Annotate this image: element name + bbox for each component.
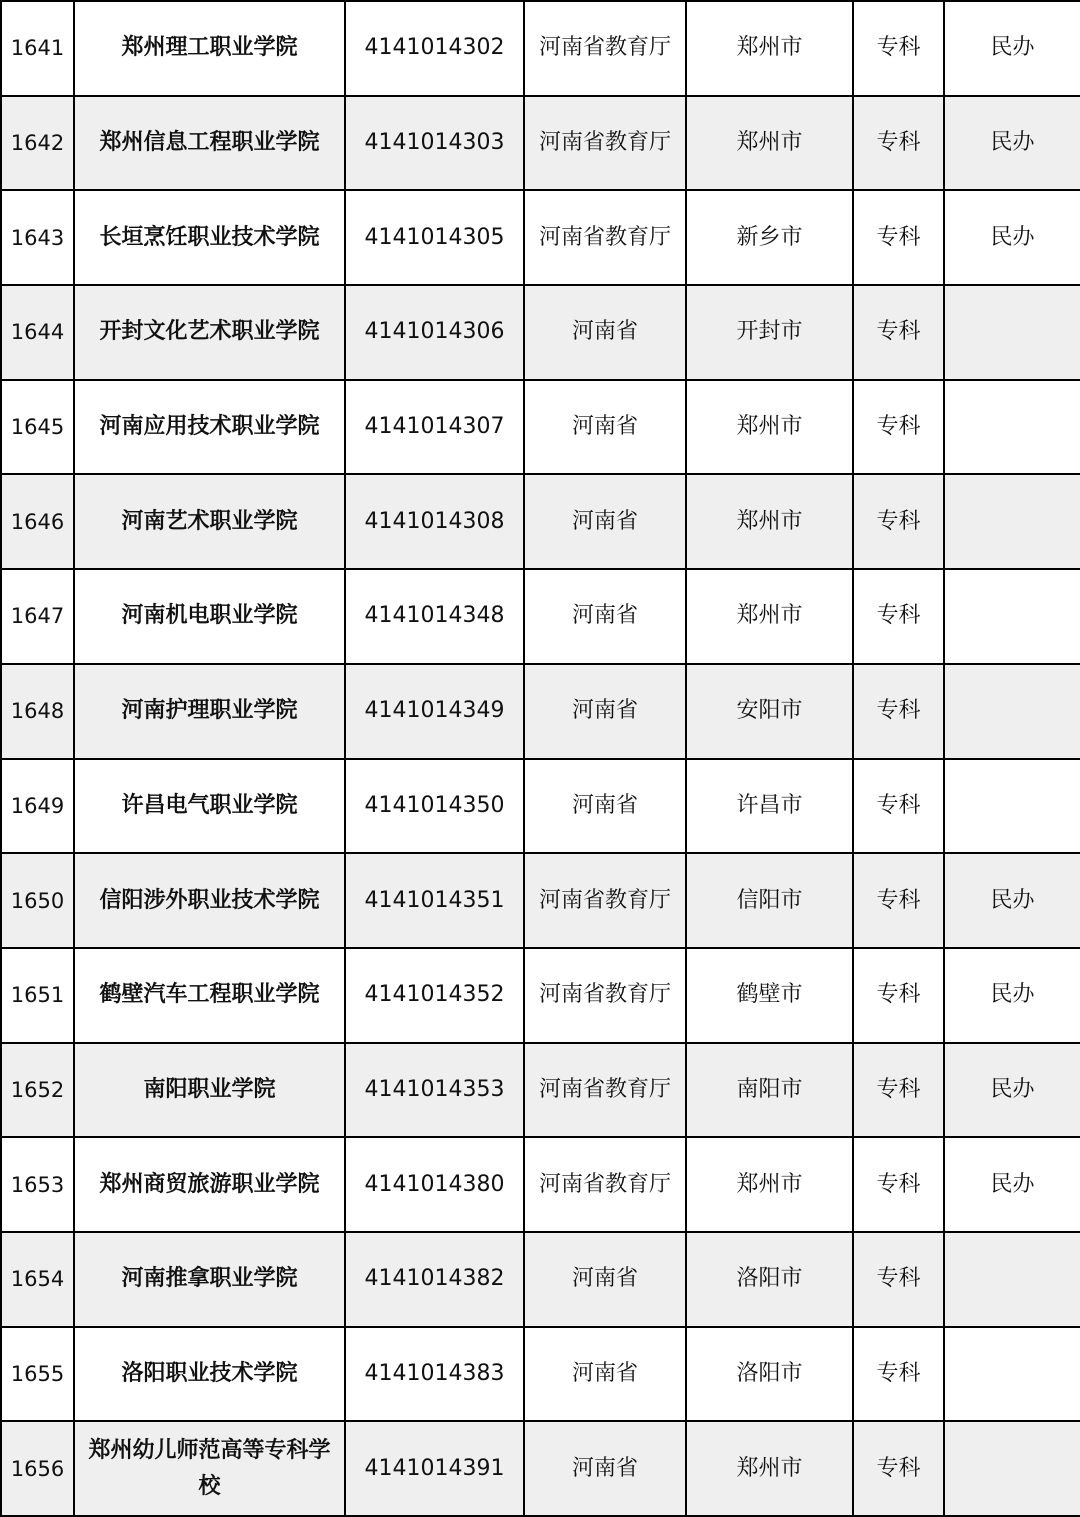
institution-name: 鹤壁汽车工程职业学院 xyxy=(74,948,345,1043)
institution-name: 郑州信息工程职业学院 xyxy=(74,96,345,191)
education-level: 专科 xyxy=(853,1,944,96)
institution-code: 4141014349 xyxy=(345,664,524,759)
note xyxy=(944,380,1080,475)
institution-name: 南阳职业学院 xyxy=(74,1043,345,1138)
note: 民办 xyxy=(944,190,1080,285)
institution-code: 4141014308 xyxy=(345,474,524,569)
city: 鹤壁市 xyxy=(686,948,853,1043)
city: 安阳市 xyxy=(686,664,853,759)
table-row xyxy=(1,1,1080,96)
supervising-department: 河南省教育厅 xyxy=(524,96,686,191)
table-body xyxy=(1,1,1080,1516)
education-level: 专科 xyxy=(853,1327,944,1422)
city: 开封市 xyxy=(686,285,853,380)
supervising-department: 河南省教育厅 xyxy=(524,1137,686,1232)
note: 民办 xyxy=(944,1,1080,96)
institution-name: 郑州幼儿师范高等专科学校 xyxy=(74,1421,345,1516)
table-row xyxy=(1,1327,1080,1422)
city: 郑州市 xyxy=(686,1137,853,1232)
table-row xyxy=(1,1137,1080,1232)
institution-name: 河南艺术职业学院 xyxy=(74,474,345,569)
institution-code: 4141014391 xyxy=(345,1421,524,1516)
city: 郑州市 xyxy=(686,96,853,191)
education-level: 专科 xyxy=(853,1043,944,1138)
city: 洛阳市 xyxy=(686,1232,853,1327)
row-index: 1655 xyxy=(1,1327,74,1422)
row-index: 1646 xyxy=(1,474,74,569)
note xyxy=(944,1421,1080,1516)
institution-code: 4141014350 xyxy=(345,759,524,854)
note: 民办 xyxy=(944,853,1080,948)
note xyxy=(944,664,1080,759)
institution-code: 4141014302 xyxy=(345,1,524,96)
row-index: 1653 xyxy=(1,1137,74,1232)
education-level: 专科 xyxy=(853,853,944,948)
city: 郑州市 xyxy=(686,1,853,96)
institution-name: 河南护理职业学院 xyxy=(74,664,345,759)
table-row xyxy=(1,474,1080,569)
supervising-department: 河南省教育厅 xyxy=(524,190,686,285)
education-level: 专科 xyxy=(853,474,944,569)
table-row xyxy=(1,96,1080,191)
row-index: 1642 xyxy=(1,96,74,191)
city: 新乡市 xyxy=(686,190,853,285)
city: 许昌市 xyxy=(686,759,853,854)
note: 民办 xyxy=(944,1137,1080,1232)
supervising-department: 河南省 xyxy=(524,285,686,380)
city: 郑州市 xyxy=(686,380,853,475)
institution-code: 4141014348 xyxy=(345,569,524,664)
education-level: 专科 xyxy=(853,948,944,1043)
table-row xyxy=(1,759,1080,854)
supervising-department: 河南省 xyxy=(524,1327,686,1422)
row-index: 1654 xyxy=(1,1232,74,1327)
institution-name: 河南应用技术职业学院 xyxy=(74,380,345,475)
row-index: 1649 xyxy=(1,759,74,854)
institution-name: 长垣烹饪职业技术学院 xyxy=(74,190,345,285)
institution-name: 郑州理工职业学院 xyxy=(74,1,345,96)
note: 民办 xyxy=(944,948,1080,1043)
education-level: 专科 xyxy=(853,569,944,664)
supervising-department: 河南省 xyxy=(524,1421,686,1516)
supervising-department: 河南省教育厅 xyxy=(524,1,686,96)
row-index: 1645 xyxy=(1,380,74,475)
institution-code: 4141014303 xyxy=(345,96,524,191)
city: 南阳市 xyxy=(686,1043,853,1138)
supervising-department: 河南省 xyxy=(524,380,686,475)
table-row xyxy=(1,853,1080,948)
institution-name: 许昌电气职业学院 xyxy=(74,759,345,854)
note xyxy=(944,1327,1080,1422)
table-row xyxy=(1,380,1080,475)
table-row xyxy=(1,285,1080,380)
education-level: 专科 xyxy=(853,96,944,191)
table-row xyxy=(1,1043,1080,1138)
row-index: 1648 xyxy=(1,664,74,759)
row-index: 1647 xyxy=(1,569,74,664)
city: 洛阳市 xyxy=(686,1327,853,1422)
city: 郑州市 xyxy=(686,569,853,664)
education-level: 专科 xyxy=(853,664,944,759)
row-index: 1656 xyxy=(1,1421,74,1516)
supervising-department: 河南省 xyxy=(524,1232,686,1327)
row-index: 1652 xyxy=(1,1043,74,1138)
institution-name: 洛阳职业技术学院 xyxy=(74,1327,345,1422)
table-row xyxy=(1,664,1080,759)
city: 郑州市 xyxy=(686,1421,853,1516)
row-index: 1651 xyxy=(1,948,74,1043)
institution-code: 4141014380 xyxy=(345,1137,524,1232)
education-level: 专科 xyxy=(853,190,944,285)
row-index: 1644 xyxy=(1,285,74,380)
row-index: 1643 xyxy=(1,190,74,285)
education-level: 专科 xyxy=(853,759,944,854)
institution-code: 4141014307 xyxy=(345,380,524,475)
note xyxy=(944,759,1080,854)
note xyxy=(944,569,1080,664)
education-level: 专科 xyxy=(853,380,944,475)
education-level: 专科 xyxy=(853,1232,944,1327)
note xyxy=(944,474,1080,569)
institution-name: 开封文化艺术职业学院 xyxy=(74,285,345,380)
table-row xyxy=(1,1232,1080,1327)
institution-code: 4141014306 xyxy=(345,285,524,380)
supervising-department: 河南省教育厅 xyxy=(524,1043,686,1138)
education-level: 专科 xyxy=(853,1421,944,1516)
institution-code: 4141014382 xyxy=(345,1232,524,1327)
institution-code: 4141014305 xyxy=(345,190,524,285)
supervising-department: 河南省 xyxy=(524,569,686,664)
table-row xyxy=(1,190,1080,285)
institution-code: 4141014352 xyxy=(345,948,524,1043)
education-level: 专科 xyxy=(853,285,944,380)
institution-name: 河南机电职业学院 xyxy=(74,569,345,664)
note: 民办 xyxy=(944,1043,1080,1138)
note xyxy=(944,285,1080,380)
institution-code: 4141014383 xyxy=(345,1327,524,1422)
institution-name: 信阳涉外职业技术学院 xyxy=(74,853,345,948)
note: 民办 xyxy=(944,96,1080,191)
table-row xyxy=(1,1421,1080,1516)
education-level: 专科 xyxy=(853,1137,944,1232)
note xyxy=(944,1232,1080,1327)
supervising-department: 河南省 xyxy=(524,474,686,569)
table-row xyxy=(1,569,1080,664)
institution-code: 4141014351 xyxy=(345,853,524,948)
supervising-department: 河南省 xyxy=(524,664,686,759)
city: 郑州市 xyxy=(686,474,853,569)
institution-name: 河南推拿职业学院 xyxy=(74,1232,345,1327)
supervising-department: 河南省教育厅 xyxy=(524,948,686,1043)
table-row xyxy=(1,948,1080,1043)
row-index: 1641 xyxy=(1,1,74,96)
supervising-department: 河南省 xyxy=(524,759,686,854)
institution-name: 郑州商贸旅游职业学院 xyxy=(74,1137,345,1232)
row-index: 1650 xyxy=(1,853,74,948)
city: 信阳市 xyxy=(686,853,853,948)
institution-code: 4141014353 xyxy=(345,1043,524,1138)
supervising-department: 河南省教育厅 xyxy=(524,853,686,948)
